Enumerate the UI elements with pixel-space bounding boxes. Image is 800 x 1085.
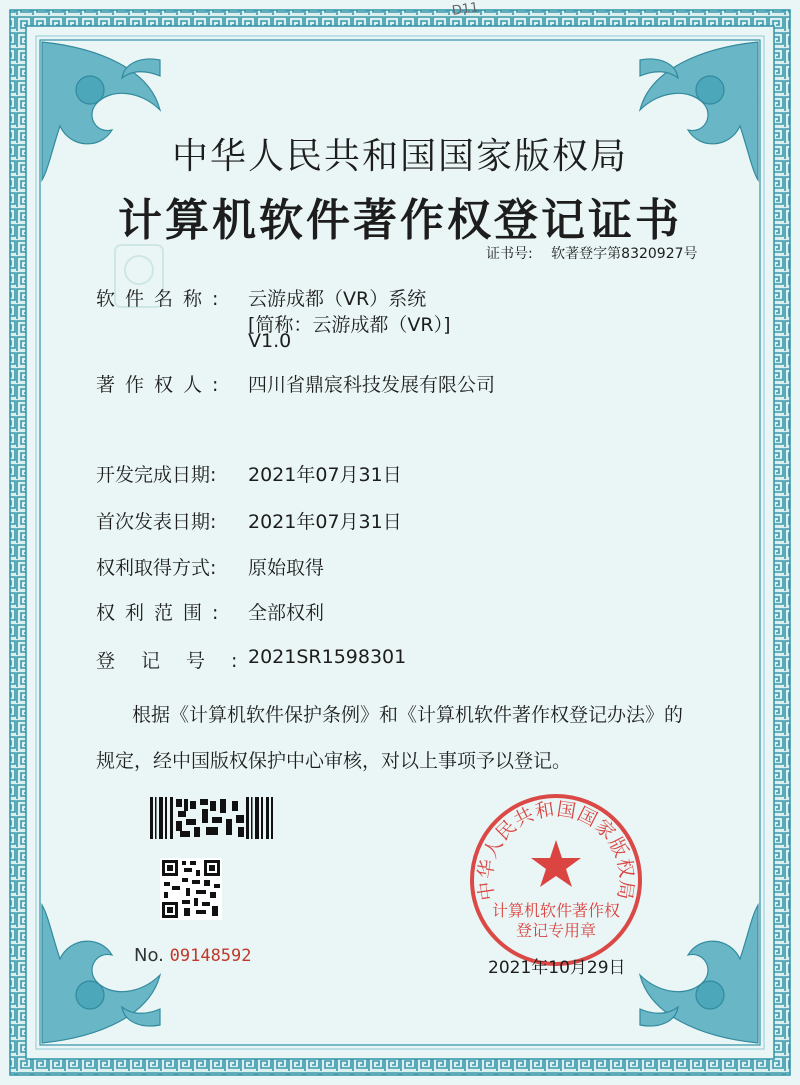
issuing-authority: 中华人民共和国国家版权局 — [171, 136, 628, 177]
registration-number-label: 登记号: — [96, 650, 264, 672]
rights-scope-label: 权利范围: — [96, 602, 229, 624]
serial-number — [134, 945, 252, 966]
field-registration-number — [96, 646, 407, 673]
copyright-owner-value: 四川省鼎宸科技发展有限公司 — [248, 374, 496, 396]
completion-date-label: 开发完成日期: — [96, 464, 217, 486]
seal-star-icon — [531, 840, 581, 887]
qr-code-image — [160, 858, 222, 920]
software-name-value: 云游成都（VR）系统 — [248, 288, 427, 310]
certificate-title: 计算机软件著作权登记证书 — [118, 195, 682, 246]
statement-line-2: 规定，经中国版权保护中心审核，对以上事项予以登记。 — [96, 750, 572, 772]
corner-ornament-bottom-left — [42, 905, 160, 1043]
field-first-publication-date — [96, 507, 402, 534]
certificate-number — [486, 243, 698, 263]
completion-date-value: 2021年07月31日 — [248, 464, 402, 486]
rights-scope-value: 全部权利 — [248, 602, 325, 624]
seal-outer-text: 中华人民共和国国家版权局 — [474, 798, 638, 903]
software-version: V1.0 — [248, 330, 292, 352]
first-publication-date-label: 首次发表日期: — [96, 511, 217, 533]
field-completion-date — [96, 460, 402, 487]
issue-date: 2021年10月29日 — [488, 958, 626, 978]
official-seal — [468, 792, 644, 968]
field-rights-scope — [96, 598, 325, 625]
field-software-name — [96, 284, 427, 311]
acquisition-method-value: 原始取得 — [248, 557, 325, 579]
registration-number-value: 2021SR1598301 — [248, 646, 407, 668]
barcode-image — [150, 797, 274, 839]
corner-ornament-bottom-right — [640, 905, 758, 1043]
software-abbreviation: [简称：云游成都（VR）] — [248, 314, 451, 336]
software-name-label: 软件名称: — [96, 288, 229, 310]
certificate-number-label: 证书号: — [486, 246, 533, 262]
copyright-owner-label: 著作权人: — [96, 374, 229, 396]
statement-line-1: 根据《计算机软件保护条例》和《计算机软件著作权登记办法》的 — [132, 704, 684, 726]
seal-inner-text-line2: 登记专用章 — [515, 921, 597, 940]
acquisition-method-label: 权利取得方式: — [96, 557, 217, 579]
first-publication-date-value: 2021年07月31日 — [248, 511, 402, 533]
serial-number-value: 09148592 — [169, 946, 252, 966]
field-acquisition-method — [96, 553, 325, 580]
serial-prefix: No. — [134, 945, 164, 966]
seal-inner-text-line1: 计算机软件著作权 — [491, 901, 621, 920]
handwritten-mark: D11 — [451, 0, 480, 19]
field-copyright-owner — [96, 370, 496, 397]
certificate-number-value: 软著登字第8320927号 — [551, 246, 698, 262]
